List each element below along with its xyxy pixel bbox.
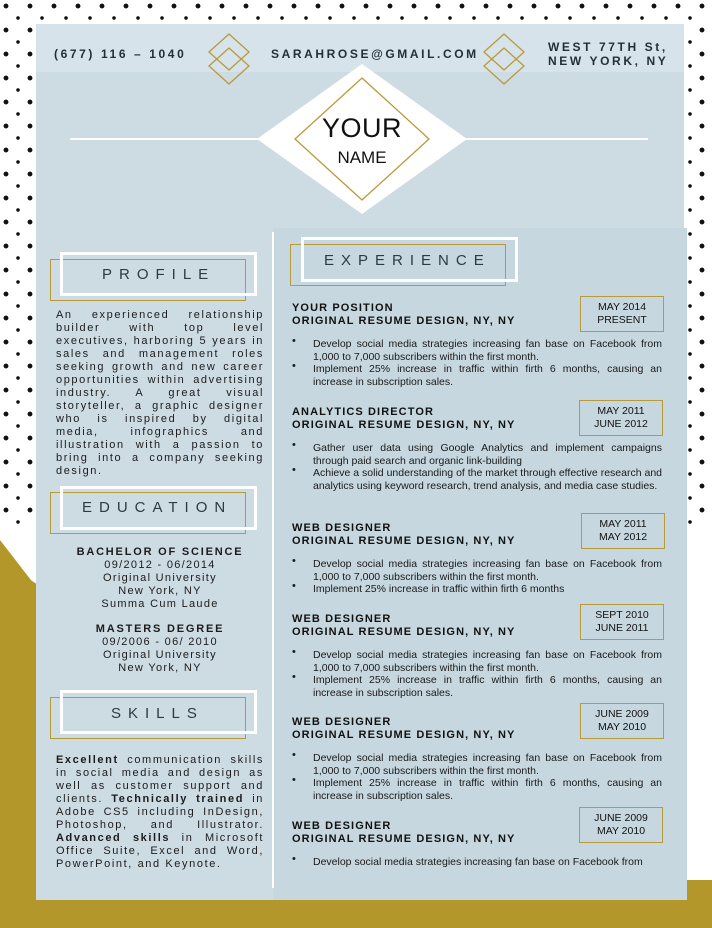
job-bullets (292, 752, 662, 802)
job-company: ORIGINAL RESUME DESIGN, NY, NY (292, 729, 516, 741)
education-heading-text: EDUCATION (82, 499, 233, 516)
job-bullets (292, 558, 662, 596)
address (548, 40, 668, 68)
job-date-start: MAY 2011 (599, 518, 647, 530)
education-item (56, 546, 264, 611)
job-company: ORIGINAL RESUME DESIGN, NY, NY (292, 626, 516, 638)
experience-heading-text: EXPERIENCE (324, 252, 491, 269)
job-date-box (580, 703, 664, 739)
job-company: ORIGINAL RESUME DESIGN, NY, NY (292, 535, 516, 547)
skills-text-3: in Microsoft Office Suite, Excel and Word, PowerPoint, and Keynote. (56, 832, 265, 870)
job-date-end: JUNE 2011 (595, 622, 649, 634)
job-bullet: • Develop social media strategies increasing fan base on Facebook from 1,000 to 7,000 subscribers within the first month. (292, 649, 662, 674)
education-item (56, 623, 264, 675)
education-location: New York, NY (118, 662, 202, 674)
job-date-end: MAY 2010 (596, 825, 646, 837)
profile-heading-text: PROFILE (102, 266, 216, 283)
job-bullet: • Develop social media strategies increasing fan base on Facebook from (292, 856, 662, 869)
job-title: WEB DESIGNER (292, 522, 392, 534)
phone-number: (677) 116 – 1040 (54, 47, 187, 61)
education-location: New York, NY (118, 585, 202, 597)
job-bullets (292, 338, 662, 388)
job-title: YOUR POSITION (292, 302, 394, 314)
job-company: ORIGINAL RESUME DESIGN, NY, NY (292, 419, 516, 431)
job-date-start: MAY 2014 (597, 301, 647, 313)
job-date-end: MAY 2012 (598, 531, 648, 543)
address-line-2: NEW YORK, NY (548, 54, 669, 68)
job-bullet: • Implement 25% increase in traffic within firth 6 months, causing an increase in subscription sales. (292, 363, 662, 388)
job-date-start: MAY 2011 (597, 405, 645, 417)
name-rule-left (70, 138, 270, 140)
job-date-start: JUNE 2009 (595, 708, 649, 720)
skills-text-1: communication skills in social media and design as well as customer support and clients. (56, 754, 264, 805)
job-bullet: • Gather user data using Google Analytics and implement campaigns through paid search and organic link-building (292, 442, 662, 467)
diamond-ornament-right (482, 32, 526, 86)
job-bullets (292, 649, 662, 699)
job-bullet: • Implement 25% increase in traffic within firth 6 months (292, 583, 662, 596)
education-honors: Summa Cum Laude (101, 598, 219, 610)
job-bullet: • Achieve a solid understanding of the market through effective research and analytics using keyword research, trend analysis, and media case studies. (292, 467, 662, 492)
name-rule-right (454, 138, 648, 140)
job-date-start: JUNE 2009 (594, 812, 648, 824)
job-title: ANALYTICS DIRECTOR (292, 406, 435, 418)
job-title: WEB DESIGNER (292, 820, 392, 832)
job-bullet: • Implement 25% increase in traffic within firth 6 months, causing an increase in subscription sales. (292, 777, 662, 802)
education-degree: MASTERS DEGREE (95, 623, 225, 635)
education-dates: 09/2012 - 06/2014 (104, 559, 216, 571)
job-date-box (579, 400, 663, 436)
diamond-ornament-left (207, 32, 251, 86)
job-bullet: • Develop social media strategies increasing fan base on Facebook from 1,000 to 7,000 subscribers within the first month. (292, 752, 662, 777)
skills-text (56, 754, 264, 871)
job-date-end: MAY 2010 (597, 721, 647, 733)
name-second-line: NAME (337, 148, 387, 167)
job-date-box (580, 296, 664, 332)
skills-bold-2: Technically trained (111, 793, 245, 805)
skills-text-2: in Adobe CS5 including InDesign, Photoshop, and Illustrator. (56, 793, 264, 831)
job-date-box (579, 807, 663, 843)
column-divider (272, 232, 274, 888)
skills-heading-text: SKILLS (111, 705, 204, 722)
job-date-box (581, 513, 665, 549)
job-bullet: • Develop social media strategies increasing fan base on Facebook from 1,000 to 7,000 subscribers within the first month. (292, 338, 662, 363)
education-school: Original University (103, 572, 217, 584)
job-date-start: SEPT 2010 (595, 609, 649, 621)
job-bullets (292, 856, 662, 869)
job-title: WEB DESIGNER (292, 613, 392, 625)
job-title: WEB DESIGNER (292, 716, 392, 728)
job-date-end: PRESENT (597, 314, 647, 326)
email-address: SARAHROSE@GMAIL.COM (271, 47, 479, 61)
job-date-box (580, 604, 664, 640)
job-date-end: JUNE 2012 (594, 418, 648, 430)
education-school: Original University (103, 649, 217, 661)
job-bullet: • Implement 25% increase in traffic within firth 6 months, causing an increase in subscription sales. (292, 674, 662, 699)
name-first-line: YOUR (321, 113, 402, 143)
job-bullet: • Develop social media strategies increasing fan base on Facebook from 1,000 to 7,000 subscribers within the first month. (292, 558, 662, 583)
education-dates: 09/2006 - 06/ 2010 (102, 636, 218, 648)
skills-bold-1: Excellent (56, 754, 119, 766)
education-degree: BACHELOR OF SCIENCE (76, 546, 244, 558)
job-bullets (292, 442, 662, 492)
address-line-1: WEST 77TH St, (548, 40, 668, 54)
job-company: ORIGINAL RESUME DESIGN, NY, NY (292, 833, 516, 845)
skills-bold-3: Advanced skills (56, 832, 171, 844)
job-company: ORIGINAL RESUME DESIGN, NY, NY (292, 315, 516, 327)
profile-text: An experienced relationship builder with top level executives, harboring 5 years in sales and management roles seeking growth and new career opportunities within advertising industry. A great visual storyteller, a graphic designer who is inspired by digital media, infographics and illustration with a passion to bring into a company seeking design. (56, 309, 264, 477)
